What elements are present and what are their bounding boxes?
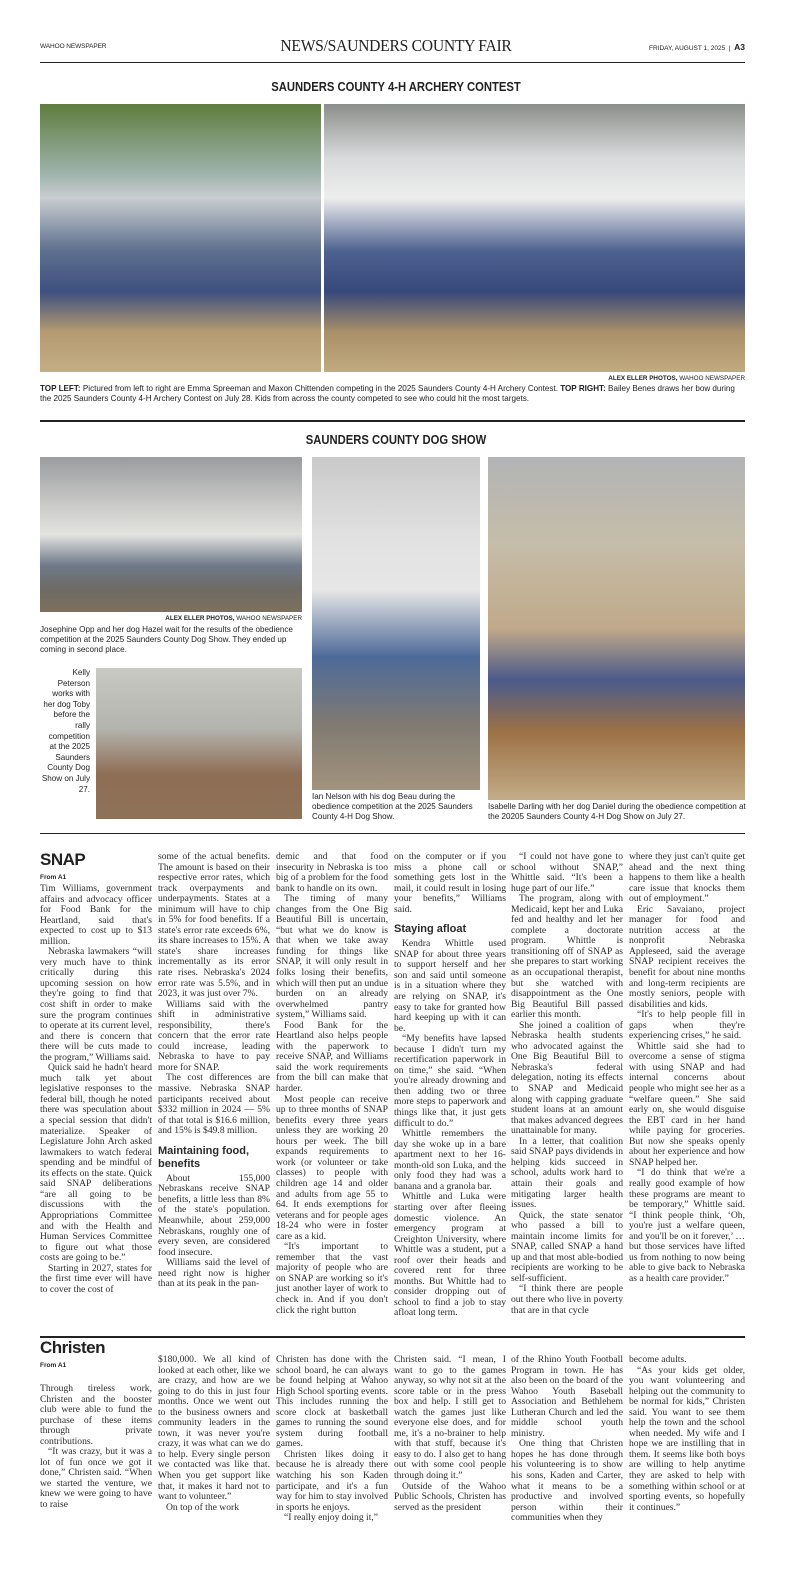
archery-photo-credit (40, 375, 745, 382)
paragraph: Eric Savaiano, project manager for food and nutrition access at the nonprofit Nebraska Appleseed, said the average SNAP recipient receives the benefit for about nine months and long-term recipients are mostly seniors, people with disabilities and kids. (629, 903, 745, 1010)
section-rule (40, 1336, 745, 1338)
paragraph: Kendra Whittle used SNAP for about three years to support herself and her son and said until someone is in a situation where they are relying on SNAP, it's easy to take for granted how hard keeping up with it can be. (394, 938, 506, 1034)
credit-photographer: ALEX ELLER PHOTOS, (608, 375, 678, 382)
paragraph: “My benefits have lapsed because I didn't turn my recertification paperwork in on time,” she said. “When you're already drowning and then adding two or three more steps to paperwork and things like that, it just gets difficult to do.” (394, 1033, 506, 1129)
snap-column (40, 884, 152, 1295)
dogshow-photo-credit (40, 615, 302, 622)
paragraph: “It was crazy, but it was a lot of fun once we got it done,” Christen said. “When we started the venture, we knew we were going to have to raise (40, 1446, 152, 1511)
paragraph: Whittle said she had to overcome a sense of stigma with using SNAP and had internal concerns about people who might see her as a “welfare queen.” She said early on, she would disguise the EBT card in her hand while paying for groceries. But now she speaks openly about her experience and how SNAP helped her. (629, 1040, 745, 1168)
snap-column (158, 852, 270, 1290)
section-rule (40, 420, 745, 422)
archery-heading: SAUNDERS COUNTY 4-H ARCHERY CONTEST (271, 80, 521, 94)
paragraph: “I really enjoy doing it,” (284, 1512, 379, 1524)
photo-nelson (312, 457, 480, 790)
photo-archery-left (40, 104, 321, 372)
snap-column (276, 852, 388, 1316)
christen-headline: Christen (40, 1338, 105, 1357)
paragraph: of the Rhino Youth Football Program in town. He has also been on the board of the Wahoo Youth Baseball Association and Bethlehem Lutheran Church and led the middle school youth ministry. (511, 1354, 623, 1439)
snap-jump: From A1 (40, 874, 67, 881)
caption-peterson: Kelly Peterson works with her dog Toby before the rally competition at the 2025 Saunders County Dog Show on July 27. (41, 668, 90, 794)
paragraph: Tim Williams, government affairs and advocacy officer for Food Bank for the Heartland, said that's expected to cost up to $13 million. (40, 883, 152, 947)
caption-text: Pictured from left to right are Emma Spreeman and Maxon Chittenden competing in the 2025 Saunders County 4-H Archery Contest. (82, 384, 558, 393)
caption-darling: Isabelle Darling with her dog Daniel during the obedience competition at the 20205 Saunders County 4-H Dog Show on July 27. (488, 802, 746, 822)
paragraph: On top of the work (166, 1501, 240, 1513)
christen-column (629, 1355, 745, 1513)
subheading: Maintaining food, benefits (158, 1144, 250, 1170)
paragraph: $180,000. We all kind of looked at each other, like we are crazy, and how are we going to do this in just four months. Once we went out to the business owners and community leaders in the town, it was never you're crazy, it was what can we do to help. Every single person we contacted was like that. When you get support like that, it makes it hard not to want to volunteer.” (158, 1354, 270, 1503)
paragraph: where they just can't quite get ahead and the next thing happens to them like a health care issue that knocks them out of employment.” (629, 851, 745, 905)
section-rule (40, 833, 745, 834)
paragraph: About 155,000 Nebraskans receive SNAP benefits, a little less than 8% of the state's population. Meanwhile, about 259,000 Nebraskans, roughly one of every seven, are considered food insecure. (158, 1172, 270, 1258)
caption-opp: Josephine Opp and her dog Hazel wait for the results of the obedience competition at the 2025 Saunders County Dog Show. They ended up coming in second place. (40, 625, 293, 655)
snap-column (394, 852, 506, 1319)
header-rule (40, 62, 745, 63)
paragraph: Christen has done with the school board, he can always be found helping at Wahoo High School sporting events. This includes running the score clock at basketball games to running the sound system during football games. (276, 1354, 388, 1450)
paragraph: “It's important to remember that the vast majority of people who are on SNAP are working so it's just another layer of work to check in. And if you don't click the right button (276, 1241, 388, 1316)
photo-darling (488, 457, 745, 800)
paragraph: “It's to help people fill in gaps when they're experiencing crises,” he said. (629, 1009, 745, 1042)
paragraph: demic and that food insecurity in Nebraska is too big of a problem for the food bank to handle on its own. (276, 851, 388, 894)
credit-org: WAHOO NEWSPAPER (236, 615, 302, 622)
paragraph: Nebraska lawmakers “will very much have to think critically during this upcoming session on how they're going to find that cost shift in order to make sure the program continues to operate at its current level, and there is concern that there will be cuts made to the program,” Williams said. (40, 946, 152, 1063)
snap-headline: SNAP (40, 850, 86, 869)
photo-peterson (96, 668, 302, 819)
issue-date: FRIDAY, AUGUST 1, 2025 (648, 45, 726, 52)
newspaper-name: WAHOO NEWSPAPER (40, 43, 107, 50)
christen-column (511, 1355, 623, 1524)
credit-org: WAHOO NEWSPAPER (679, 375, 745, 382)
paragraph: One thing that Christen hopes he has done through his volunteering is to show his sons, Kaden and Carter, what it means to be a productive and involved person within their communities when they (511, 1438, 623, 1524)
christen-column (158, 1355, 270, 1513)
paragraph: Quick, the state senator who passed a bill to maintain income limits for SNAP, called SNAP a hand up and that most able-bodied recipients are working to be self-sufficient. (511, 1209, 623, 1284)
snap-column (511, 852, 623, 1316)
paragraph: Williams said with the shift in administrative responsibility, there's concern that the error rate could increase, leading Nebraska to have to pay more for SNAP. (158, 998, 270, 1073)
paragraph: become adults. (629, 1354, 687, 1365)
snap-column (629, 852, 745, 1284)
paragraph: some of the actual benefits. The amount is based on their respective error rates, which track overpayments and underpayments. States at a minimum will have to chip in 5% for food benefits. If a state's error rate exceeds 6%, its share increases to 15%. A state's share increases incrementally as its error rate rises. Nebraska's 2024 error rate was 5.5%, and in 2023, it was just over 7%. (158, 851, 270, 1000)
paragraph: Outside of the Wahoo Public Schools, Christen has served as the president (394, 1480, 506, 1513)
subheading: Staying afloat (394, 923, 467, 936)
paragraph: Whittle and Luka were starting over after fleeing domestic violence. An emergency program at Creighton University, where Whittle was a student, put a roof over their heads and covered rent for three months. But Whittle had to consider dropping out of school to find a job to stay afloat long term. (394, 1191, 506, 1319)
christen-column (40, 1384, 152, 1511)
photo-archery-right (324, 104, 745, 372)
paragraph: Most people can receive up to three months of SNAP benefits every three years unless they are working 20 hours per week. The bill expands requirements to work (or volunteer or take classes) to people with children age 14 and older and adults from age 55 to 64. It ends exemptions for veterans and for people ages 18-24 who were in foster care as a kid. (276, 1093, 388, 1242)
caption-text: Bailey Benes draws her bow during the 2025 Saunders County 4-H Archery Contest on July 28. Kids from across the county competed to see who could hit the most targets. (40, 384, 735, 404)
paragraph: “I do think that we're a really good example of how these programs are meant to be temporary,” Whittle said. “I think people think, ‘Oh, you're just a welfare queen, and you'll be on it forever,’ … but those services have lifted us from nothing to now being able to give back to Nebraska as a health care provider.” (629, 1167, 745, 1284)
paragraph: The cost differences are massive. Nebraska SNAP participants received about $332 million in 2024 — 5% of that total is $16.6 million, and 15% is $49.8 million. (158, 1072, 270, 1137)
section-title: NEWS/SAUNDERS COUNTY FAIR (280, 36, 512, 55)
paragraph: Christen likes doing it because he is already there watching his son Kaden participate, and it's a fun way for him to stay involved in sports he enjoys. (276, 1448, 388, 1513)
christen-column (276, 1355, 388, 1524)
paragraph: “I think there are people out there who live in poverty that are in that cycle (511, 1283, 623, 1316)
paragraph: She joined a coalition of Nebraska health students who advocated against the One Big Beautiful Bill to Nebraska's federal delegation, noting its effects to SNAP and Medicaid along with capping graduate student loans at an amount that makes advanced degrees unattainable for many. (511, 1019, 623, 1137)
paragraph: on the computer or if you miss a phone call or something gets lost in the mail, it could result in losing your benefits,” Williams said. (394, 851, 506, 915)
christen-jump: From A1 (40, 1362, 67, 1369)
paragraph: The timing of many changes from the One Big Beautiful Bill is uncertain, “but what we do know is that when we take away funding for things like SNAP, it will only result in folks losing their benefits, which will then put an undue burden on an already overwhelmed pantry system,” Williams said. (276, 893, 388, 1021)
paragraph: “I could not have gone to school without SNAP,” Whittle said. “It's been a huge part of our life.” (511, 851, 623, 894)
paragraph: Food Bank for the Heartland also helps people with the paperwork to receive SNAP, and Williams said the work requirements from the bill can make that harder. (276, 1019, 388, 1095)
paragraph: Starting in 2027, states for the first time ever will have to cover the cost of (40, 1262, 152, 1295)
paragraph: In a letter, that coalition said SNAP pays dividends in helping kids succeed in school, adults work hard to attain their goals and mitigating larger health issues. (511, 1135, 623, 1211)
paragraph: Through tireless work, Christen and the booster club were able to fund the purchase of these items through private contributions. (40, 1383, 152, 1447)
archery-caption (40, 384, 745, 404)
paragraph: Williams said the level of need right now is higher than at its peak in the pan- (158, 1257, 270, 1290)
paragraph: “As your kids get older, you want volunteering and helping out the community to be normal for kids,” Christen said. You want to see them help the town and the school when needed. My wife and I hope we are instilling that in them. It seems like both boys are willing to help anytime they are asked to help with something within school or at sporting events, so hopefully it continues.” (629, 1364, 745, 1513)
caption-label: TOP RIGHT: (560, 384, 606, 393)
credit-photographer: ALEX ELLER PHOTOS, (165, 615, 235, 622)
paragraph: The program, along with Medicaid, kept her and Luka fed and healthy and let her complete a doctorate program. Whittle is transitioning off of SNAP as she prepares to start working as an occupational therapist, but she watched with disappointment as the One Big Beautiful Bill passed earlier this month. (511, 893, 623, 1021)
caption-label: TOP LEFT: (40, 384, 81, 393)
date-page: FRIDAY, AUGUST 1, 2025 | A3 (648, 42, 745, 52)
christen-column (394, 1355, 506, 1513)
paragraph: Quick said he hadn't heard much talk yet about legislative responses to the federal bill, though he noted there was speculation about a special session that didn't materialize. Speaker of Legislature John Arch asked lawmakers to watch federal spending and be mindful of its effects on the state. Quick said SNAP deliberations “are all going to be discussions with the Appropriations Committee and with the Health and Human Services Committee to figure out what those costs are going to be.” (40, 1062, 152, 1264)
paragraph: Christen said. “I mean, I want to go to the games anyway, so why not sit at the score table or in the press box and help. I still get to watch the games just like everyone else does, and for me, it's a no-brainer to help with that stuff, because it's easy to do. I also get to hang out with some cool people through doing it.” (394, 1354, 506, 1482)
paragraph: Whittle remembers the day she woke up in a bare apartment next to her 16-month-old son Luka, and the only food they had was a banana and a granola bar. (394, 1128, 506, 1192)
photo-opp (40, 457, 302, 612)
dogshow-heading: SAUNDERS COUNTY DOG SHOW (305, 433, 487, 447)
caption-nelson: Ian Nelson with his dog Beau during the obedience competition at the 2025 Saunders County 4-H Dog Show. (312, 792, 473, 822)
page-number: A3 (734, 42, 745, 52)
